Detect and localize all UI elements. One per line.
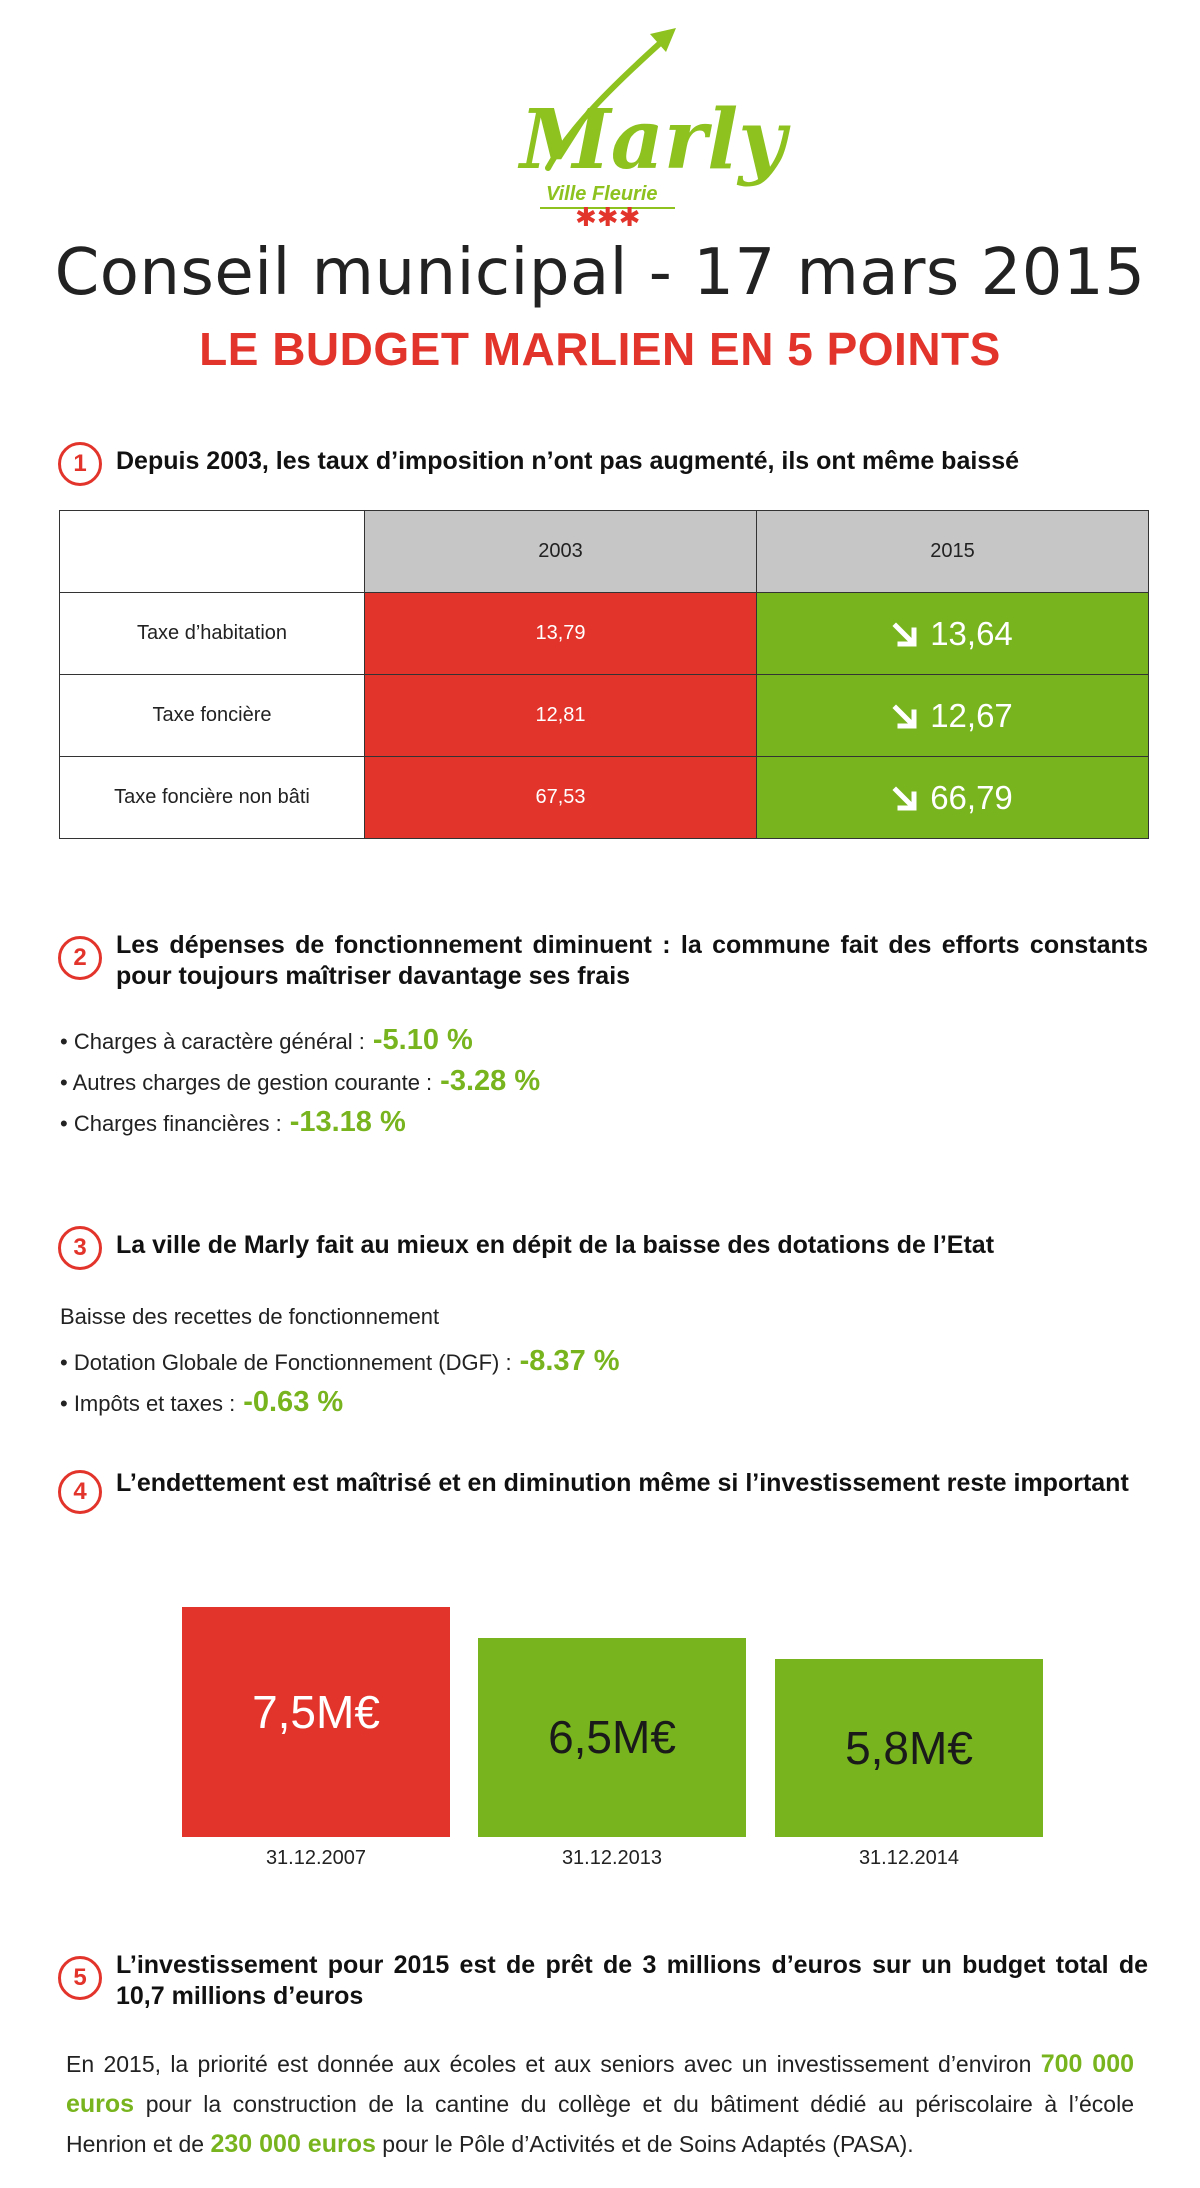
item-value: -3.28 % <box>440 1065 541 1097</box>
page-title: Conseil municipal - 17 mars 2015 <box>54 236 1146 310</box>
list-item <box>60 1106 540 1147</box>
item-value: -5.10 % <box>372 1024 473 1056</box>
item-label: • Charges à caractère général : <box>60 1029 365 1054</box>
value-2003: 13,79 <box>365 593 757 675</box>
svg-text:✱✱✱: ✱✱✱ <box>575 203 641 233</box>
tax-rate-table <box>59 510 1149 839</box>
bar-category-label: 31.12.2013 <box>561 1847 663 1869</box>
debt-bar-chart <box>0 1580 1200 1880</box>
bar-category-label: 31.12.2007 <box>265 1847 367 1869</box>
arrow-down-right-icon <box>892 704 920 732</box>
bar-value-label: 7,5M€ <box>252 1686 380 1738</box>
list-item <box>60 1386 620 1427</box>
logo-stars <box>575 203 640 233</box>
bar-31.12.2013 <box>478 1638 746 1837</box>
section-5-header <box>58 1946 1148 2012</box>
item-label: • Dotation Globale de Fonctionnement (DGF) : <box>60 1350 512 1375</box>
amount-pasa: 230 000 euros <box>210 2130 376 2158</box>
value-2015-cell <box>757 593 1149 675</box>
section-3-header <box>58 1226 1148 1270</box>
column-header-2015: 2015 <box>757 511 1149 593</box>
bar-31.12.2007 <box>182 1607 450 1837</box>
table-row <box>60 675 1149 757</box>
value-2015-cell <box>757 675 1149 757</box>
paragraph-text-1: En 2015, la priorité est donnée aux écoles et aux seniors avec un investissement d’environ <box>66 2051 1032 2077</box>
table-row <box>60 593 1149 675</box>
item-value: -13.18 % <box>289 1106 406 1138</box>
bar-31.12.2014 <box>775 1659 1043 1837</box>
section-number-badge: 3 <box>58 1226 102 1270</box>
list-item <box>60 1345 620 1386</box>
column-header-2003: 2003 <box>365 511 757 593</box>
table-header-row <box>60 511 1149 593</box>
row-label: Taxe foncière <box>60 675 365 757</box>
section-1-heading: Depuis 2003, les taux d’imposition n’ont pas augmenté, ils ont même baissé <box>116 447 1020 475</box>
section-3-heading: La ville de Marly fait au mieux en dépit de la baisse des dotations de l’Etat <box>116 1231 995 1259</box>
item-value: -0.63 % <box>243 1386 344 1418</box>
section-1-header <box>58 442 1148 486</box>
logo-tagline: Ville Fleurie <box>546 183 658 205</box>
section-number-badge: 1 <box>58 442 102 486</box>
bar-value-label: 6,5M€ <box>548 1711 676 1764</box>
list-item <box>60 1065 540 1106</box>
table-row <box>60 757 1149 839</box>
page-subtitle: LE BUDGET MARLIEN EN 5 POINTS <box>199 323 1001 375</box>
item-label: • Autres charges de gestion courante : <box>60 1070 433 1095</box>
section-4-heading: L’endettement est maîtrisé et en diminution même si l’investissement reste important <box>116 1469 1129 1497</box>
value-2015-cell <box>757 757 1149 839</box>
row-label: Taxe d’habitation <box>60 593 365 675</box>
bar-value-label: 5,8M€ <box>845 1722 973 1775</box>
item-label: • Impôts et taxes : <box>60 1391 236 1416</box>
item-label: • Charges financières : <box>60 1111 282 1136</box>
section-2-list <box>60 1024 540 1147</box>
item-value: -8.37 % <box>519 1345 620 1377</box>
arrow-down-right-icon <box>892 622 920 650</box>
value-2003: 12,81 <box>365 675 757 757</box>
section-number-badge: 4 <box>58 1470 102 1514</box>
marly-logo-graphic <box>500 18 786 233</box>
section-number-badge: 5 <box>58 1956 102 2000</box>
marly-logo <box>500 18 786 233</box>
section-2-header <box>58 926 1148 992</box>
list-item <box>60 1024 540 1065</box>
value-2015: 12,67 <box>930 696 1013 734</box>
bar-category-label: 31.12.2014 <box>858 1847 960 1869</box>
section-5-paragraph <box>66 2044 1134 2164</box>
value-2003: 67,53 <box>365 757 757 839</box>
section-number-badge: 2 <box>58 936 102 980</box>
amount-cantine: 700 000 euros <box>66 2050 1134 2118</box>
table-corner-cell <box>60 511 365 593</box>
arrow-down-right-icon <box>892 786 920 814</box>
value-2015: 66,79 <box>930 778 1013 816</box>
logo-wordmark: Marly <box>520 92 786 188</box>
section-3-list <box>60 1304 620 1427</box>
row-label: Taxe foncière non bâti <box>60 757 365 839</box>
section-4-header <box>58 1464 1148 1514</box>
section-5-heading: L’investissement pour 2015 est de prêt de 3 millions d’euros sur un budget total de 10,7 millions d’euros <box>116 1951 1148 2010</box>
value-2015: 13,64 <box>930 614 1013 652</box>
section-3-intro: Baisse des recettes de fonctionnement <box>60 1304 440 1329</box>
section-2-heading: Les dépenses de fonctionnement diminuent : la commune fait des efforts constants pour toujours maîtriser davantage ses frais <box>116 931 1148 990</box>
paragraph-text-2: pour la construction de la cantine du collège et du bâtiment dédié au périscolaire à l’école Henrion et de <box>66 2091 1134 2157</box>
paragraph-text-3: pour le Pôle d’Activités et de Soins Adaptés (PASA). <box>382 2131 914 2157</box>
